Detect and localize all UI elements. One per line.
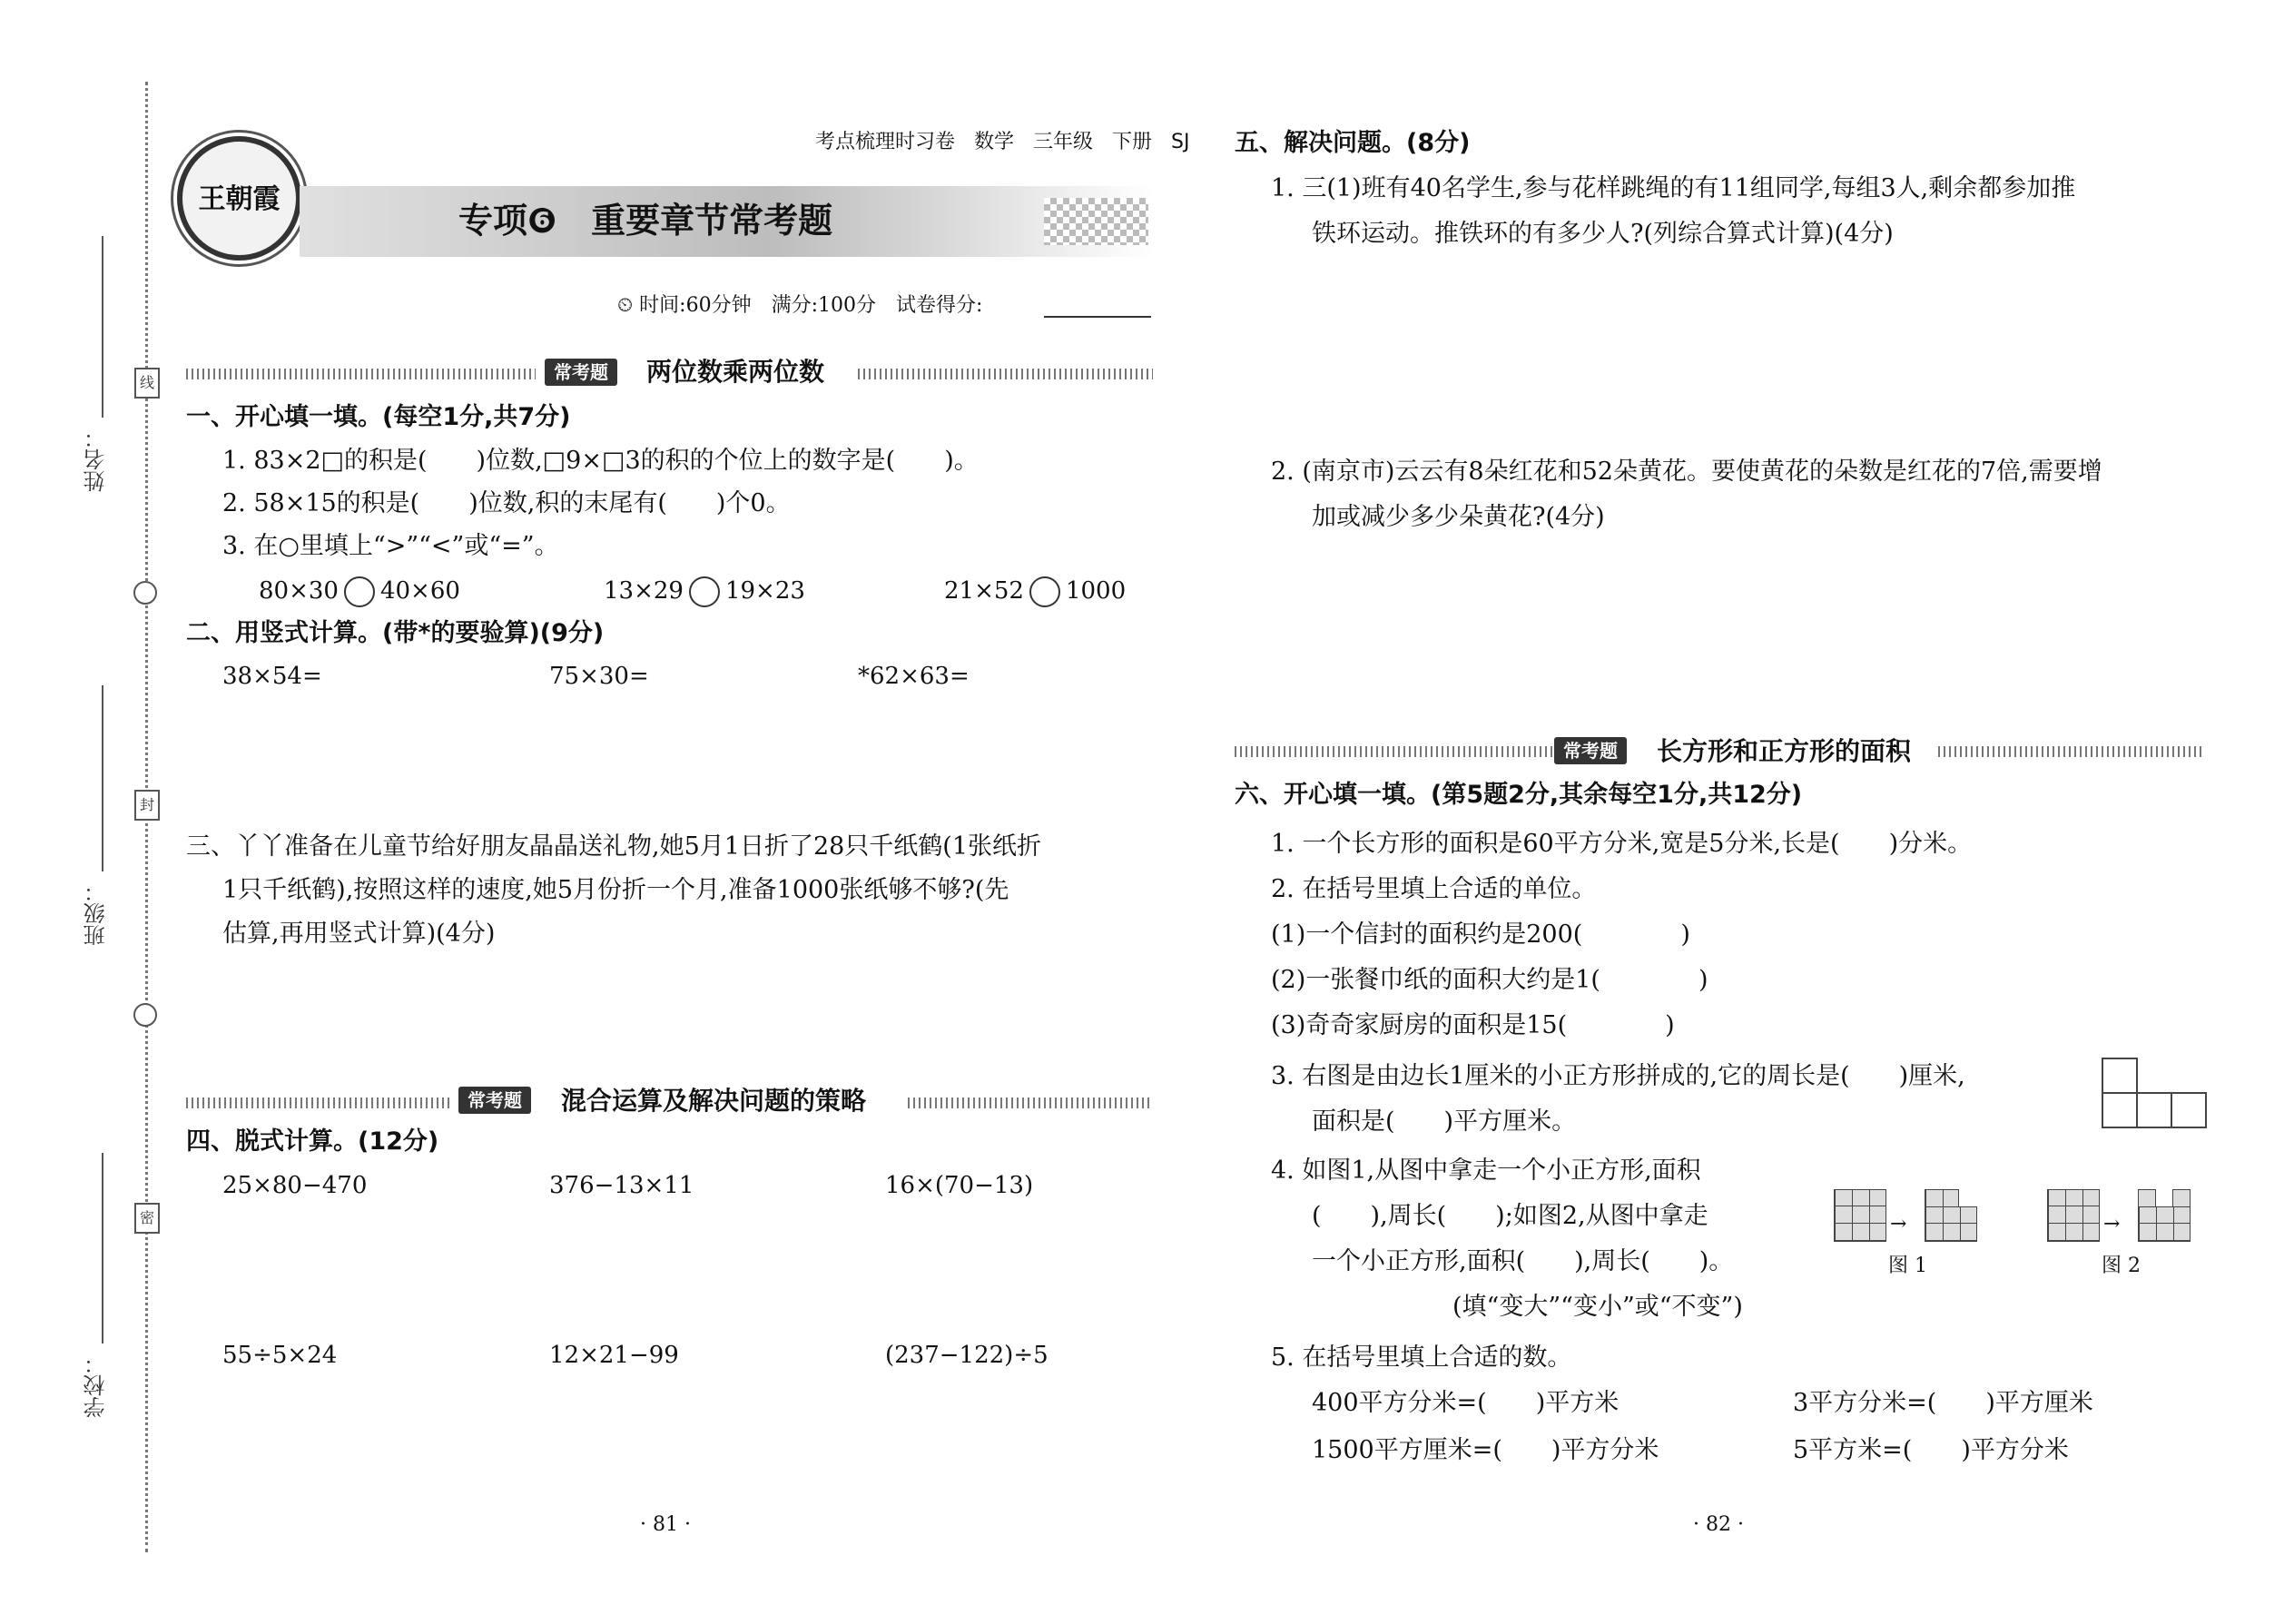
- q4-2: 376−13×11: [549, 1172, 694, 1199]
- figure-2-caption: 图 2: [2102, 1255, 2141, 1277]
- q6-4-line-3: 一个小正方形,面积( ),周长( )。: [1312, 1247, 1734, 1275]
- q6-5-c: 1500平方厘米=( )平方分米: [1312, 1436, 1659, 1464]
- compare-circle-1[interactable]: [344, 576, 375, 607]
- subject-text: 数学: [974, 131, 1015, 153]
- series-text: 考点梳理时习卷: [815, 131, 956, 153]
- score-line: [1044, 316, 1151, 318]
- compare-1: 80×30 40×60: [259, 575, 460, 607]
- name-line: [102, 236, 103, 418]
- class-label: 班级：: [84, 881, 109, 946]
- section2-title: 混合运算及解决问题的策略: [561, 1086, 867, 1116]
- arrow-icon-2: →: [2103, 1213, 2121, 1235]
- name-label: 姓名：: [84, 427, 109, 492]
- q4-5: 12×21−99: [549, 1342, 679, 1369]
- volume-text: 下册: [1112, 131, 1153, 153]
- header-series: [815, 129, 1189, 156]
- section1-hatch-left: [186, 369, 536, 379]
- q6-3-line-2: 面积是( )平方厘米。: [1312, 1107, 1577, 1136]
- q5-1-line-2: 铁环运动。推铁环的有多少人?(列综合算式计算)(4分): [1312, 220, 1894, 248]
- q6-2: 2. 在括号里填上合适的单位。: [1271, 875, 1597, 903]
- binding-hole-1: [133, 581, 157, 605]
- school-label: 学校：: [84, 1353, 109, 1418]
- section2-hatch-left: [186, 1097, 449, 1108]
- q1-1: 1. 83×2□的积是( )位数,□9×□3的积的个位上的数字是( )。: [222, 447, 979, 475]
- q6-4-line-1: 4. 如图1,从图中拿走一个小正方形,面积: [1271, 1156, 1701, 1185]
- page-number-left: · 81 ·: [640, 1513, 691, 1536]
- binding-tag-mid: 封: [134, 790, 160, 821]
- compare-circle-2[interactable]: [689, 576, 720, 607]
- figure-1-caption: 图 1: [1888, 1255, 1927, 1277]
- arrow-icon: →: [1890, 1213, 1907, 1235]
- q4-heading: 四、脱式计算。(12分): [186, 1127, 439, 1156]
- q3-line-1: 三、丫丫准备在儿童节给好朋友晶晶送礼物,她5月1日折了28只千纸鹤(1张纸折: [186, 832, 1042, 861]
- brand-logo: [177, 136, 301, 261]
- section1-title: 两位数乘两位数: [646, 357, 825, 387]
- q4-3: 16×(70−13): [885, 1172, 1034, 1199]
- page-number-right: · 82 ·: [1693, 1513, 1744, 1536]
- q5-heading: 五、解决问题。(8分): [1235, 129, 1471, 157]
- section3-badge: 常考题: [1554, 737, 1627, 764]
- q1-2: 2. 58×15的积是( )位数,积的末尾有( )个0。: [222, 489, 791, 517]
- q2-item-3: *62×63=: [858, 663, 970, 690]
- q1-heading: 一、开心填一填。(每空1分,共7分): [186, 403, 571, 431]
- compare-circle-3[interactable]: [1029, 576, 1060, 607]
- q4-1: 25×80−470: [222, 1172, 368, 1199]
- exam-info: [617, 292, 982, 320]
- binding-tag-bot: 密: [134, 1203, 160, 1234]
- q6-2-3: (3)奇奇家厨房的面积是15( ): [1271, 1011, 1675, 1039]
- compare-3: 21×52 1000: [944, 575, 1126, 607]
- q4-4: 55÷5×24: [222, 1342, 338, 1369]
- q6-5: 5. 在括号里填上合适的数。: [1271, 1343, 1572, 1372]
- q2-heading: 二、用竖式计算。(带*的要验算)(9分): [186, 619, 605, 647]
- section2-hatch-right: [908, 1097, 1153, 1108]
- section3-hatch-left: [1235, 746, 1557, 757]
- q1-3: 3. 在○里填上“>”“<”或“=”。: [222, 532, 559, 560]
- q6-3-line-1: 3. 右图是由边长1厘米的小正方形拼成的,它的周长是( )厘米,: [1271, 1062, 1965, 1090]
- section2-badge: 常考题: [458, 1087, 531, 1114]
- time-info-text: 时间:60分钟 满分:100分 试卷得分:: [639, 294, 983, 317]
- banner-checker: [1044, 198, 1148, 245]
- q6-2-1: (1)一个信封的面积约是200( ): [1271, 920, 1690, 949]
- q6-2-2: (2)一张餐巾纸的面积大约是1( ): [1271, 966, 1708, 994]
- q2-item-2: 75×30=: [549, 663, 649, 690]
- q3-line-3: 估算,再用竖式计算)(4分): [222, 920, 496, 948]
- clock-icon: ⏲: [617, 294, 634, 317]
- edition-text: SJ: [1171, 131, 1190, 153]
- class-line: [102, 685, 103, 871]
- q5-2-line-2: 加或减少多少朵黄花?(4分): [1312, 503, 1605, 531]
- q3-line-2: 1只千纸鹤),按照这样的速度,她5月份折一个月,准备1000张纸够不够?(先: [222, 876, 1009, 904]
- q6-5-d: 5平方米=( )平方分米: [1793, 1436, 2069, 1464]
- q4-6: (237−122)÷5: [885, 1342, 1049, 1369]
- q2-item-1: 38×54=: [222, 663, 322, 690]
- q6-heading: 六、开心填一填。(第5题2分,其余每空1分,共12分): [1235, 781, 1803, 809]
- q5-2-line-1: 2. (南京市)云云有8朵红花和52朵黄花。要使黄花的朵数是红花的7倍,需要增: [1271, 458, 2102, 486]
- q6-1: 1. 一个长方形的面积是60平方分米,宽是5分米,长是( )分米。: [1271, 830, 1973, 858]
- binding-hole-2: [133, 1003, 157, 1027]
- binding-tag-top: 线: [134, 368, 160, 399]
- q6-5-b: 3平方分米=( )平方厘米: [1793, 1389, 2093, 1417]
- q6-4-line-4: (填“变大”“变小”或“不变”): [1452, 1293, 1743, 1321]
- section3-hatch-right: [1938, 746, 2201, 757]
- brand-name: 王朝霞: [198, 183, 281, 215]
- section1-badge: 常考题: [545, 359, 617, 386]
- school-line: [102, 1153, 103, 1343]
- q5-1-line-1: 1. 三(1)班有40名学生,参与花样跳绳的有11组同学,每组3人,剩余都参加推: [1271, 174, 2076, 202]
- compare-2: 13×29 19×23: [604, 575, 805, 607]
- q6-5-a: 400平方分米=( )平方米: [1312, 1389, 1620, 1417]
- section3-title: 长方形和正方形的面积: [1657, 736, 1912, 766]
- section1-hatch-right: [858, 369, 1153, 379]
- page-title: 专项❻ 重要章节常考题: [458, 201, 833, 241]
- grade-text: 三年级: [1033, 131, 1094, 153]
- q6-4-line-2: ( ),周长( );如图2,从图中拿走: [1312, 1202, 1708, 1230]
